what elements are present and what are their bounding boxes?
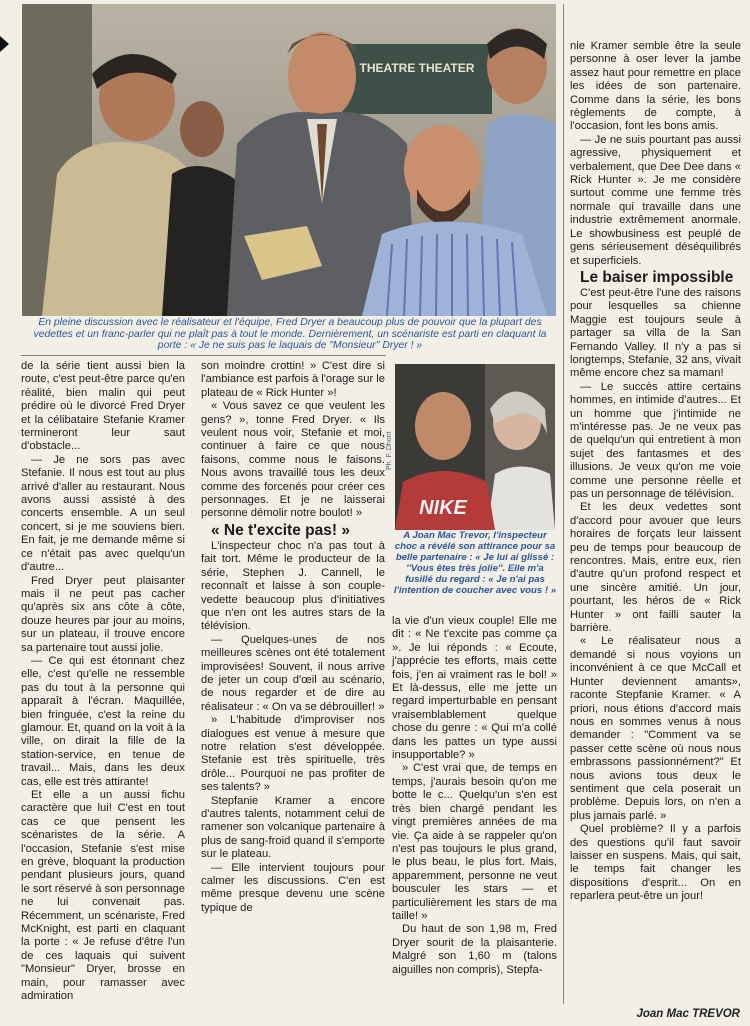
main-photo-caption: En pleine discussion avec le réalisateur et l'équipe, Fred Dryer a beaucoup plus de pouvoir que la plupart des vedettes et un franc-parler qui ne plaît pas à tout le monde. Dernièrement, un scénariste est parti en claquant la porte : « Je ne suis pas le laquais de "Monsieur" Dryer ! » <box>33 317 547 352</box>
article-column-1 <box>21 360 185 1004</box>
paragraph: Et elle a un aussi fichu caractère que lui! C'est en tout cas ce que pensent les scénaristes de la série. A l'occasion, Stefanie s'est mise en grève, bloquant la production pendant plusieurs jours, quand le sort réservé à son personnage ne lui convenait pas. Récemment, un scénariste, Fred McKnight, est parti en claquant la porte : « Je refuse d'être l'un de ces laquais qui suivent "Monsieur" Dryer, brosse en main, pour ramasser avec admiration <box>21 789 185 1003</box>
nike-logo: NIKE <box>419 497 467 519</box>
article-column-4 <box>570 40 741 904</box>
paragraph: Quel problème? Il y a parfois des questions qu'il faut savoir laisser en suspens. Mais, qui sait, le temps fait changer les dispositions d'esprit... On en reparlera peut-être un jour! <box>570 823 741 903</box>
column-divider <box>563 4 564 1004</box>
paragraph: — Je ne suis pourtant pas aussi agressive, physiquement et verbalement, que Dee Dee dans « Rick Hunter ». Je me considère surtout comme une femme très normale qui travaille dans une industrie extrêmement anormale. Le showbusiness est peuplé de gens sérieusement déséquilibrés et superficiels. <box>570 133 741 267</box>
article-column-2 <box>201 360 385 915</box>
photo-credit: Ph. F. Dhont <box>386 431 393 470</box>
paragraph: Et les deux vedettes sont d'accord pour avouer que leurs horaires de forçats leur laissent peu de temps pour beaucoup de rencontres. Mais, entre eux, rien d'autre qu'un profond respect et une sincère amitié. Un jour, pourtant, les héros de « Rick Hunter » ont failli sauter la barrière. <box>570 501 741 635</box>
paragraph: — Je ne sors pas avec Stefanie. Il nous est tout au plus arrivé d'aller au restaurant. Nous avons aussi assisté à des concerts ensemble. A un seul concert, si je me souviens bien. En fait, je me demande même si ce n'était pas avec quelqu'un d'autre... <box>21 453 185 574</box>
main-photo <box>22 4 556 316</box>
paragraph: — Ce qui est étonnant chez elle, c'est qu'elle ne ressemble pas du tout à la personne qui apparaît à l'écran. Maquillée, bien fringuée, c'est la reine du glamour. Et, quand on la voit à la ville, on dirait la fille de la station-service, en tenue de travail... Mais, dans les deux cas, elle est très attirante! <box>21 654 185 788</box>
paragraph: nie Kramer semble être la seule personne à oser lever la jambe assez haut pour remettre en place les idées de son partenaire. Comme dans la série, les bons règlements de compte, à l'occasion, font les bons amis. <box>570 40 741 133</box>
paragraph: « Le réalisateur nous a demandé si nous voyions un inconvénient à ce que McCall et Hunter deviennent amants», raconte Stepfanie Kramer. « A priori, nous étions d'accord mais nous en sommes venus à nous demander : "Comment va se passer cette scène où nous nous embrassons passionnément?" Et nous avions tous deux le sentiment que cela poserait un problème. Depuis lors, on n'en a plus jamais parlé. » <box>570 635 741 822</box>
subheading-ne-t-excite-pas: « Ne t'excite pas! » <box>211 521 350 539</box>
paragraph: — Elle intervient toujours pour calmer les discussions. C'en est même presque devenu une scène typique de <box>201 861 385 914</box>
paragraph: » L'habitude d'improviser nos dialogues est venue à mesure que notre relation s'est développée. Stefanie est très spirituelle, très drôle... Pourquoi ne pas profiter de ses talents? » <box>201 714 385 794</box>
paragraph: de la série tient aussi bien la route, c'est peut-être parce qu'en réalité, bien malin qui peut prédire où le divorcé Fred Dryer et la célibataire Stefanie Kramer termineront leur saut d'obstacle... <box>21 360 185 453</box>
paragraph: L'inspecteur choc n'a pas tout à fait tort. Même le producteur de la série, Stephen J. Cannell, le reconnaît et laisse à son couple-vedette beaucoup plus d'initiatives que n'en ont les autres stars de la télévision. <box>201 539 385 633</box>
paragraph: son moindre crottin! » C'est dire si l'ambiance est parfois à l'orage sur le plateau de « Rick Hunter »! <box>201 360 385 399</box>
inset-photo-caption: A Joan Mac Trevor, l'inspecteur choc a révélé son attirance pour sa belle partenaire : « Je lui ai glissé : ''Vous êtes très jolie''. Elle m'a fusillé du regard : « Je n'ai pas l'intention de coucher avec vous ! » <box>393 530 557 596</box>
inset-photo <box>395 364 555 530</box>
paragraph: Du haut de son 1,98 m, Fred Dryer sourit de la plaisanterie. Malgré son 1,60 m (talons aiguilles non compris), Stepfa- <box>392 923 557 976</box>
paragraph: Fred Dryer peut plaisanter mais il ne peut pas cacher qu'après six ans côte à côte, douze heures par jour au moins, sur un plateau, il trouve encore sa partenaire tout aussi jolie. <box>21 574 185 654</box>
divider <box>21 355 386 356</box>
theater-sign: THEATRE THEATER <box>359 61 475 75</box>
article-column-3 <box>392 615 557 977</box>
paragraph: la vie d'un vieux couple! Elle me dit : « Ne t'excite pas comme ça ». Je lui réponds : « Ecoute, j'apprécie tes efforts, mais cette fois, j'en ai vraiment ras le bol! » Et là-dessus, elle me jette un regard imperturbable en pensant vraisemblablement quelque chose du genre : « Qui m'a collé dans les pattes un type aussi insupportable? » <box>392 615 557 762</box>
paragraph: » C'est vrai que, de temps en temps, j'aurais besoin qu'on me botte le c... Quelqu'un s'en est très bien chargé pendant les vingt premières années de ma vie. Ça aide à se rappeler qu'on n'est pas toujours le plus grand, le plus beau, le plus fort. Mais, apparemment, personne ne veut bousculer les stars — et particulièrement les stars de ma taille! » <box>392 762 557 922</box>
paragraph: — Le succès attire certains hommes, en intimide d'autres... Et un homme que j'intimide ne m'intéresse pas. Je ne veux pas de quelqu'un qui entretient à mon sujet des fantasmes et des illusions. Je veux qu'on me voie comme une personne réelle et pas un personnage de télévision. <box>570 380 741 500</box>
paragraph: C'est peut-être l'une des raisons pour lesquelles sa chienne Maggie est toujours seule à partager sa villa de la San Fernando Valley. Il n'y a pas si longtemps, Stefanie, 32 ans, vivait même encore chez sa maman! <box>570 286 741 380</box>
page-arrow-icon <box>0 36 9 52</box>
author-byline: Joan Mac TREVOR <box>636 1008 740 1020</box>
paragraph: Stepfanie Kramer a encore d'autres talents, notamment celui de ramener son volcanique partenaire à plus de sang-froid quand il s'emporte sur le plateau. <box>201 794 385 861</box>
paragraph: « Vous savez ce que veulent les gens? », tonne Fred Dryer. « Ils veulent nous voir, Stefanie et moi, continuer à faire ce que nous faisons, comme nous le faisons. Nous avons travaillé tous les deux comme des forcenés pour créer ces personnages. Et je ne laisserai personne démolir notre boulot! » <box>201 400 385 520</box>
subheading-le-baiser-impossible: Le baiser impossible <box>580 268 734 286</box>
paragraph: — Quelques-unes de nos meilleures scènes ont été totalement improvisées! Souvent, il nous arrive de jeter un coup d'œil au scénario, de nous regarder et de dire au réalisateur : « On va se débrouiller! » <box>201 633 385 713</box>
